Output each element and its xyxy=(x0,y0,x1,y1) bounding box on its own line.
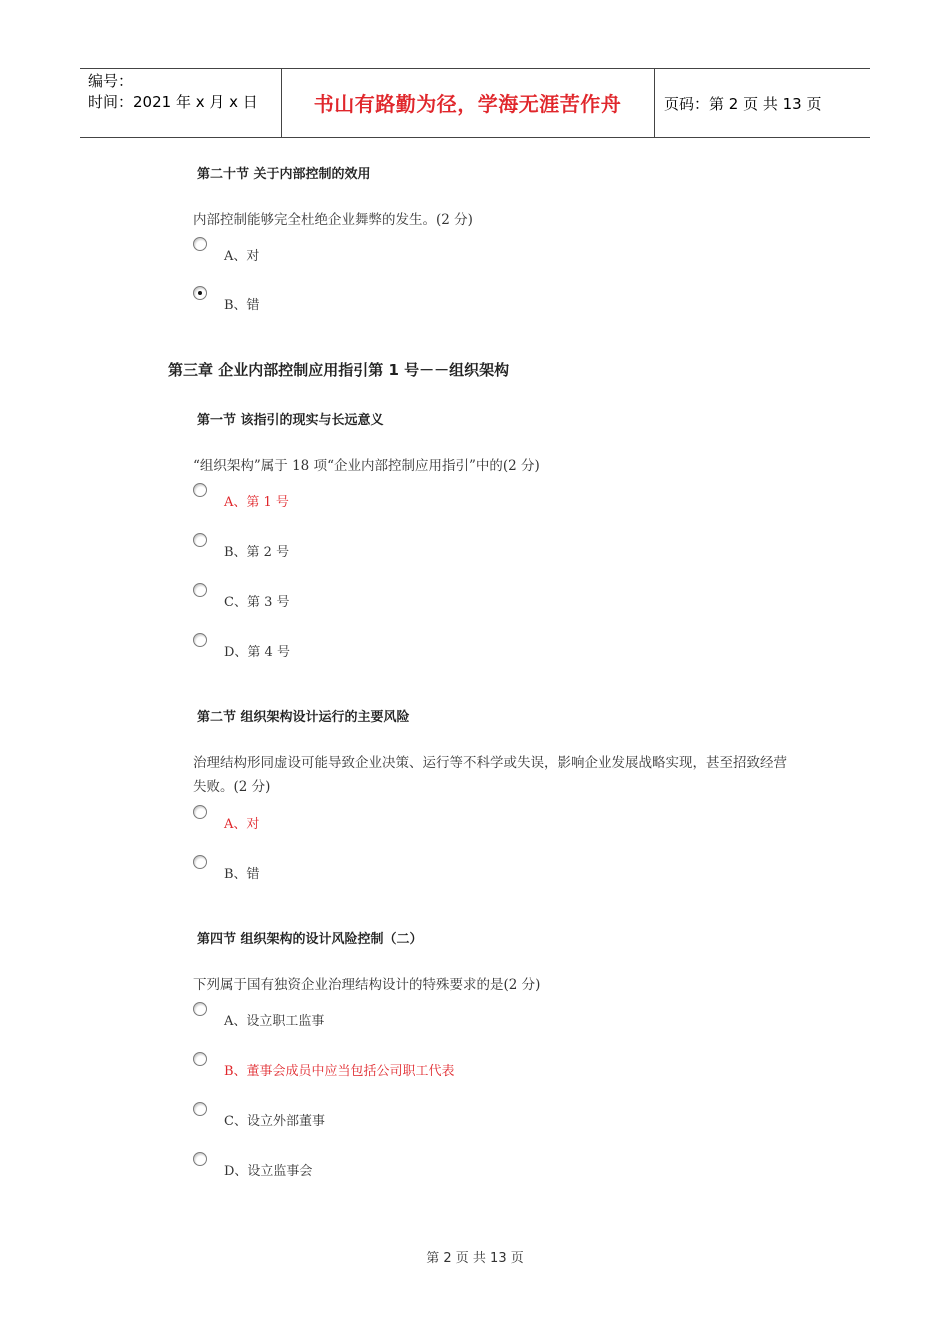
header-divider xyxy=(654,69,655,137)
radio-button[interactable] xyxy=(193,1002,207,1016)
header-page-info: 页码：第 2 页 共 13 页 xyxy=(664,95,822,113)
option-label: D、设立监事会 xyxy=(224,1164,313,1179)
chapter-title: 第三章 企业内部控制应用指引第 1 号－－组织架构 xyxy=(168,361,510,379)
radio-button[interactable] xyxy=(193,1052,207,1066)
time-label: 时间：2021 年 x 月 x 日 xyxy=(88,93,258,111)
radio-button[interactable] xyxy=(193,533,207,547)
option-label: A、对 xyxy=(224,249,260,264)
option-label: B、董事会成员中应当包括公司职工代表 xyxy=(224,1064,455,1079)
section-title: 第一节 该指引的现实与长远意义 xyxy=(197,413,384,428)
question-text: 治理结构形同虚设可能导致企业决策、运行等不科学或失误，影响企业发展战略实现，甚至招致经营失败。(2 分) xyxy=(193,755,787,795)
option-label: A、对 xyxy=(224,817,260,832)
radio-button[interactable] xyxy=(193,855,207,869)
radio-button[interactable] xyxy=(193,237,207,251)
header-info xyxy=(88,71,258,113)
option-label: D、第 4 号 xyxy=(224,645,290,660)
option-label: B、错 xyxy=(224,867,260,882)
header-motto: 书山有路勤为径，学海无涯苦作舟 xyxy=(313,92,622,116)
radio-button[interactable] xyxy=(193,1102,207,1116)
option-label: A、设立职工监事 xyxy=(224,1014,325,1029)
number-label: 编号： xyxy=(88,72,134,90)
radio-button[interactable] xyxy=(193,483,207,497)
option-label: C、第 3 号 xyxy=(224,595,290,610)
radio-button[interactable] xyxy=(193,805,207,819)
radio-button[interactable] xyxy=(193,633,207,647)
radio-button-selected[interactable] xyxy=(193,286,207,300)
radio-button[interactable] xyxy=(193,583,207,597)
section-title: 第四节 组织架构的设计风险控制（二） xyxy=(197,932,423,947)
option-label: B、第 2 号 xyxy=(224,545,290,560)
question-text: “组织架构”属于 18 项“企业内部控制应用指引”中的(2 分) xyxy=(193,458,540,474)
section-title: 第二十节 关于内部控制的效用 xyxy=(197,167,371,182)
section-title: 第二节 组织架构设计运行的主要风险 xyxy=(197,710,410,725)
question-text: 内部控制能够完全杜绝企业舞弊的发生。(2 分) xyxy=(193,212,473,228)
option-label: A、第 1 号 xyxy=(224,495,289,510)
option-label: B、错 xyxy=(224,298,260,313)
question-text: 下列属于国有独资企业治理结构设计的特殊要求的是(2 分) xyxy=(193,977,541,993)
page-header xyxy=(80,68,870,138)
option-label: C、设立外部董事 xyxy=(224,1114,325,1129)
page-footer: 第 2 页 共 13 页 xyxy=(426,1251,524,1266)
radio-button[interactable] xyxy=(193,1152,207,1166)
